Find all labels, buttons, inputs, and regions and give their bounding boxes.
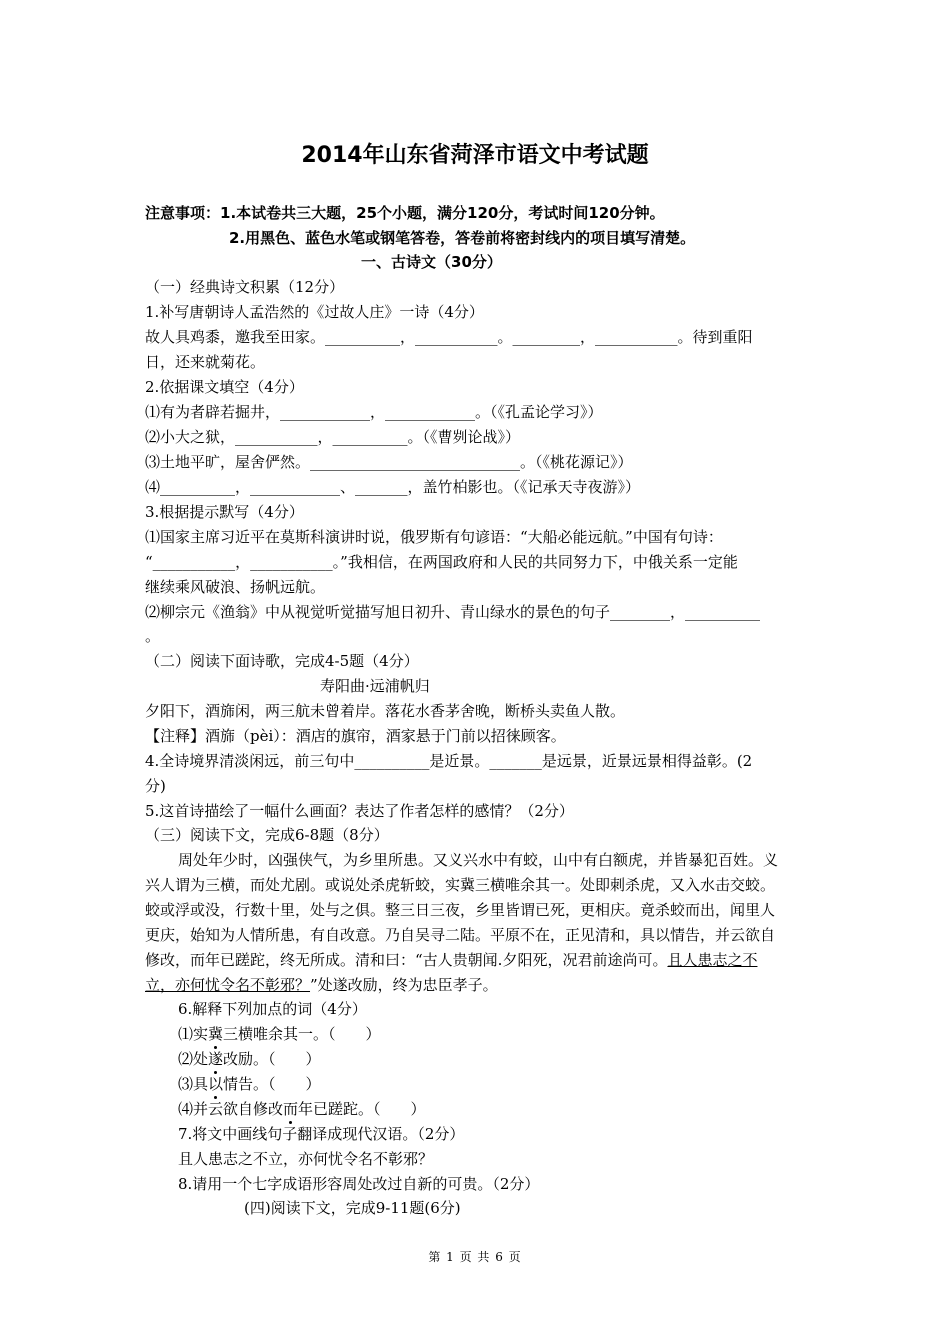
passage-line-2: 兴人谓为三横，而处尤剧。或说处杀虎斩蛟，实冀三横唯余其一。处即刺杀虎，又入水击交蛟。 [145, 876, 776, 894]
passage-line-4: 更庆，始知为人情所患，有自改意。乃自吴寻二陆。平原不在，正见清和，具以情告，并云欲自 [145, 926, 776, 944]
page-footer: 第 1 页 共 6 页 [428, 1250, 522, 1264]
dotted-word-sui: 遂 [208, 1050, 224, 1068]
question-1-line-2: 日，还来就菊花。 [145, 353, 266, 371]
q6-2-after: 改励。（ ） [223, 1050, 321, 1068]
passage-line-5 [145, 950, 757, 970]
q6-3-after: 情告。（ ） [223, 1075, 321, 1093]
question-7-sentence: 且人患志之不立，亦何忧令名不彰邪？ [178, 1150, 434, 1168]
question-4-line-b: 分) [145, 777, 166, 795]
question-3: 3.根据提示默写（4分） [145, 503, 304, 521]
question-1-line-1: 故人具鸡黍，邀我至田家。__________，___________。_________，___________。待到重阳 [145, 328, 753, 346]
q6-1-before: ⑴实 [178, 1025, 209, 1043]
q6-3-before: ⑶具 [178, 1075, 209, 1093]
q6-1-after: 三横唯余其一。（ ） [223, 1025, 381, 1043]
question-6-1 [178, 1024, 381, 1044]
question-2-1: ⑴有为者辟若掘井，____________，____________。（《孔孟论学习》） [145, 403, 603, 421]
poem-note: 【注释】酒旆（pèi）：酒店的旗帘，酒家悬于门前以招徕顾客。 [145, 727, 566, 745]
question-2: 2.依据课文填空（4分） [145, 378, 304, 396]
question-3-2-line-a: ⑵柳宗元《渔翁》中从视觉听觉描写旭日初升、青山绿水的景色的句子________，__________ [145, 603, 761, 621]
dotted-word-er: 而 [283, 1100, 299, 1118]
dotted-word-ji: 冀 [208, 1025, 224, 1043]
notice-line-1: 注意事项：1.本试卷共三大题，25个小题，满分120分，考试时间120分钟。 [145, 204, 665, 222]
passage-line-3: 蛟或浮或没，行数十里，处与之俱。整三日三夜，乡里皆谓已死，更相庆。竟杀蛟而出，闻里人 [145, 901, 776, 919]
underlined-sentence-end: 立，亦何忧令名不彰邪？ [145, 976, 311, 994]
poem-text: 夕阳下，酒旆闲，两三航未曾着岸。落花水香茅舍晚，断桥头卖鱼人散。 [145, 702, 626, 720]
question-6: 6.解释下列加点的词（4分） [178, 1000, 367, 1018]
passage-line-6 [145, 975, 498, 995]
question-1: 1.补写唐朝诗人孟浩然的《过故人庄》一诗（4分） [145, 303, 484, 321]
section-heading: 一、古诗文（30分） [361, 253, 502, 271]
question-3-2-line-b: 。 [145, 627, 161, 645]
dotted-word-yi: 以 [208, 1075, 224, 1093]
part4-heading: (四)阅读下文，完成9-11题(6分) [244, 1199, 461, 1217]
question-2-4: ⑷__________，____________、_______，盖竹柏影也。（《记承天寺夜游》） [145, 478, 641, 496]
q6-4-before: ⑷并云欲自修改 [178, 1100, 284, 1118]
question-6-3 [178, 1074, 321, 1094]
part3-heading: （三）阅读下文，完成6-8题（8分） [145, 826, 389, 844]
question-2-3: ⑶土地平旷，屋舍俨然。____________________________。（《桃花源记》） [145, 453, 633, 471]
q6-4-after: 年已蹉跎。（ ） [298, 1100, 426, 1118]
question-4-line-a: 4.全诗境界清淡闲远，前三句中__________是近景。_______是远景，近景远景相得益彰。(2 [145, 752, 753, 770]
part2-heading: （二）阅读下面诗歌，完成4-5题（4分） [145, 652, 419, 670]
question-7: 7.将文中画线句子翻译成现代汉语。（2分） [178, 1125, 465, 1143]
question-6-2 [178, 1049, 321, 1069]
poem-title: 寿阳曲·远浦帆归 [320, 677, 430, 695]
passage-line-6-text: ”处遂改励，终为忠臣孝子。 [310, 976, 498, 994]
underlined-sentence-start: 且人患志之不 [667, 951, 758, 969]
question-5: 5.这首诗描绘了一幅什么画面？表达了作者怎样的感情？（2分） [145, 802, 574, 820]
passage-line-1: 周处年少时，凶强侠气，为乡里所患。又义兴水中有蛟，山中有白额虎，并皆暴犯百姓。义 [178, 851, 779, 869]
passage-line-5-text: 修改，而年已蹉跎，终无所成。清和曰：“古人贵朝闻.夕阳死，况君前途尚可。 [145, 951, 668, 969]
question-6-4 [178, 1099, 426, 1119]
part1-heading: （一）经典诗文积累（12分） [145, 278, 345, 296]
question-3-1-line-b: “___________，___________。”我相信，在两国政府和人民的共同努力下，中俄关系一定能 [145, 553, 738, 571]
question-3-1-line-c: 继续乘风破浪、扬帆远航。 [145, 578, 326, 596]
question-2-2: ⑵小大之狱，___________，__________。（《曹刿论战》） [145, 428, 521, 446]
page-title: 2014年山东省菏泽市语文中考试题 [301, 143, 649, 168]
question-8: 8.请用一个七字成语形容周处改过自新的可贵。（2分） [178, 1175, 540, 1193]
notice-line-2: 2.用黑色、蓝色水笔或钢笔答卷，答卷前将密封线内的项目填写清楚。 [229, 229, 696, 247]
q6-2-before: ⑵处 [178, 1050, 209, 1068]
question-3-1-line-a: ⑴国家主席习近平在莫斯科演讲时说，俄罗斯有句谚语：“大船必能远航。”中国有句诗： [145, 528, 723, 546]
